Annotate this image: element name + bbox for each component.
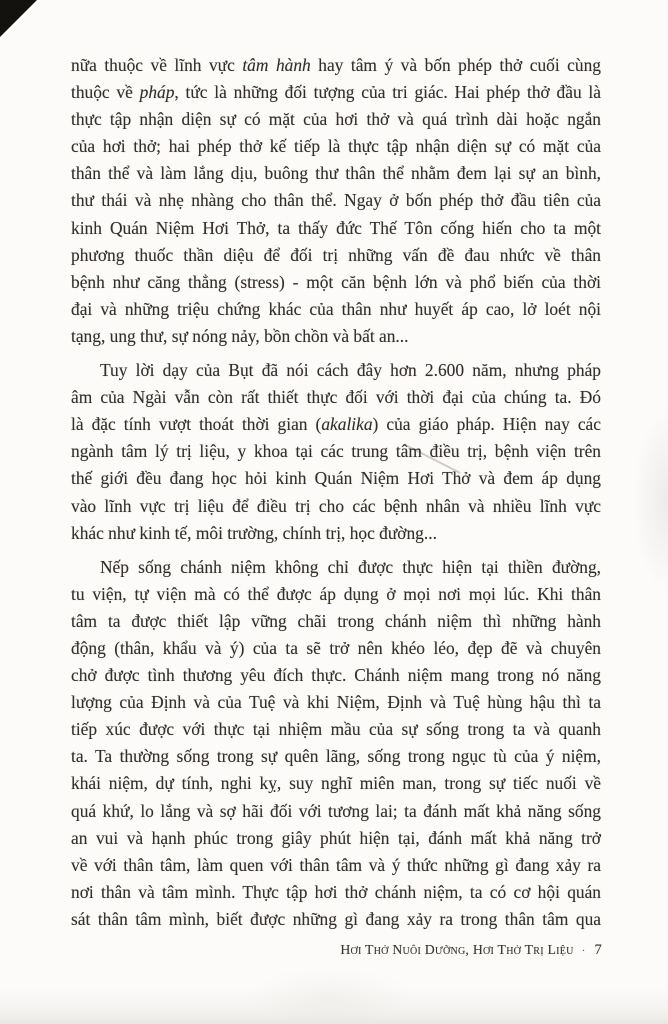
text-segment: tu viện, tự viện mà có thể được áp dụng ở mọi nơi mọi lúc. Khi thân bbox=[71, 583, 601, 604]
text-line bbox=[71, 133, 601, 160]
page-number: 7 bbox=[594, 942, 602, 958]
italic-text-segment: pháp bbox=[139, 82, 175, 103]
text-line bbox=[71, 716, 601, 743]
text-segment: kinh Quán Niệm Hơi Thở, ta thấy đức Thế Tôn cống hiến cho ta một bbox=[71, 217, 601, 238]
paragraph bbox=[71, 554, 601, 933]
text-line bbox=[71, 215, 601, 242]
text-line bbox=[71, 825, 601, 852]
text-line bbox=[71, 52, 601, 79]
text-line bbox=[71, 187, 601, 214]
text-segment: thuộc về bbox=[71, 82, 140, 103]
text-line bbox=[71, 296, 601, 323]
text-segment: là đặc tính vượt thoát thời gian ( bbox=[71, 414, 322, 435]
text-segment: thực tập nhận diện sự có mặt của hơi thở và quá trình dài hoặc ngắn bbox=[71, 109, 601, 130]
text-segment: của hơi thở; hai phép thở kế tiếp là thực tập nhận diện sự có mặt của bbox=[71, 136, 601, 157]
text-segment: hay tâm ý và bốn phép thở cuối cùng bbox=[310, 55, 601, 75]
text-line bbox=[71, 323, 601, 350]
text-segment: an vui và hạnh phúc trong giây phút hiện tại, đánh mất khả năng trở bbox=[71, 827, 601, 848]
paragraph bbox=[71, 357, 601, 547]
text-line bbox=[71, 906, 601, 933]
text-segment: thế giới đều đang học hỏi kinh Quán Niệm Hơi Thở và đem áp dụng bbox=[71, 468, 601, 489]
text-line bbox=[71, 520, 601, 547]
text-line bbox=[71, 635, 601, 662]
text-segment: ngành tâm lý trị liệu, y khoa tại các trung tâm điều trị, bệnh viện trên bbox=[71, 441, 601, 462]
page-footer bbox=[340, 942, 602, 959]
text-segment: âm của Ngài vẫn còn rất thiết thực đối với thời đại của chúng ta. Đó bbox=[71, 387, 601, 408]
text-segment: tâm ta được thiết lập vững chãi trong chánh niệm thì những hành bbox=[71, 610, 601, 631]
running-title: Hơi Thở Nuôi Dưỡng, Hơi Thở Trị Liệu bbox=[340, 942, 574, 957]
text-line bbox=[71, 384, 601, 411]
text-segment: chở được tình thương yêu đích thực. Chánh niệm mang trong nó năng bbox=[71, 665, 601, 686]
text-segment: tạng, ung thư, sự nóng nảy, bồn chồn và bất an... bbox=[71, 325, 409, 346]
text-segment: , tức là những đối tượng của tri giác. Hai phép thở đầu là bbox=[174, 82, 601, 103]
text-segment: nơi thân và tâm mình. Thực tập hơi thở chánh niệm, ta có cơ hội quán bbox=[71, 881, 601, 902]
text-segment: khác như kinh tế, môi trường, chính trị, học đường... bbox=[71, 522, 437, 543]
text-segment: khái niệm, dự tính, nghi kỵ, suy nghĩ miên man, trong sự tiếc nuối về bbox=[71, 773, 601, 794]
text-segment: nữa thuộc về lĩnh vực bbox=[71, 55, 243, 75]
footer-separator-dot: · bbox=[581, 945, 586, 957]
text-segment: ta. Ta thường sống trong sự quên lãng, sống trong ngục tù của ý niệm, bbox=[71, 746, 601, 767]
text-line bbox=[71, 357, 601, 384]
text-line bbox=[71, 662, 601, 689]
text-line bbox=[71, 465, 601, 492]
text-segment: thư thái và nhẹ nhàng cho thân thể. Ngay ở bốn phép thở đầu tiên của bbox=[71, 190, 601, 211]
text-segment: Nếp sống chánh niệm không chỉ được thực hiện tại thiền đường, bbox=[100, 556, 601, 577]
paragraph bbox=[71, 52, 601, 350]
text-segment: quá khứ, lo lắng và sợ hãi đối với tương lai; ta đánh mất khả năng sống bbox=[71, 800, 601, 821]
text-line bbox=[71, 879, 601, 906]
text-segment: bệnh như căng thẳng (stress) - một căn bệnh lớn và phổ biến của thời bbox=[71, 271, 601, 292]
text-segment: thân thể và làm lắng dịu, buông thư thân thể nhằm đem lại sự an bình, bbox=[71, 163, 601, 184]
text-segment: ) của giáo pháp. Hiện nay các bbox=[372, 414, 601, 435]
text-segment: vào lĩnh vực trị liệu để điều trị cho các bệnh nhân và nhiều lĩnh vực bbox=[71, 495, 601, 516]
text-line bbox=[71, 242, 601, 269]
text-line bbox=[71, 581, 601, 608]
text-line bbox=[71, 770, 601, 797]
text-segment: tiếp xúc được với thực tại nhiệm mầu của sự sống trong ta và quanh bbox=[71, 719, 601, 740]
text-segment: lượng của Định và của Tuệ và khi Niệm, Định và Tuệ hùng hậu thì ta bbox=[71, 692, 601, 713]
text-line bbox=[71, 269, 601, 296]
text-line bbox=[71, 438, 601, 465]
text-segment: Tuy lời dạy của Bụt đã nói cách đây hơn 2.600 năm, nhưng pháp bbox=[100, 360, 601, 381]
italic-text-segment: akalika bbox=[321, 414, 373, 435]
text-segment: động (thân, khẩu và ý) của ta sẽ trở nên khéo léo, đẹp đẽ và chuyên bbox=[71, 637, 601, 658]
text-line bbox=[71, 798, 601, 825]
text-line bbox=[71, 160, 601, 187]
text-line bbox=[71, 608, 601, 635]
text-line bbox=[71, 554, 601, 581]
text-segment: đại và những triệu chứng khác của thân như huyết áp cao, lở loét nội bbox=[71, 298, 601, 319]
text-line bbox=[71, 852, 601, 879]
text-line bbox=[71, 106, 601, 133]
body-text bbox=[71, 52, 601, 933]
text-line bbox=[71, 411, 601, 438]
page-corner-artifact bbox=[0, 0, 37, 37]
text-line bbox=[71, 689, 601, 716]
text-segment: sát thân tâm mình, biết được những gì đang xảy ra trong thân tâm qua bbox=[71, 908, 601, 929]
italic-text-segment: tâm hành bbox=[242, 55, 311, 75]
text-segment: phương thuốc thần diệu để đối trị những vấn đề đau nhức về thân bbox=[71, 244, 601, 265]
text-segment: về với thân tâm, làm quen với thân tâm và ý thức những gì đang xảy ra bbox=[71, 854, 601, 875]
text-line bbox=[71, 743, 601, 770]
text-line bbox=[71, 493, 601, 520]
text-line bbox=[71, 79, 601, 106]
